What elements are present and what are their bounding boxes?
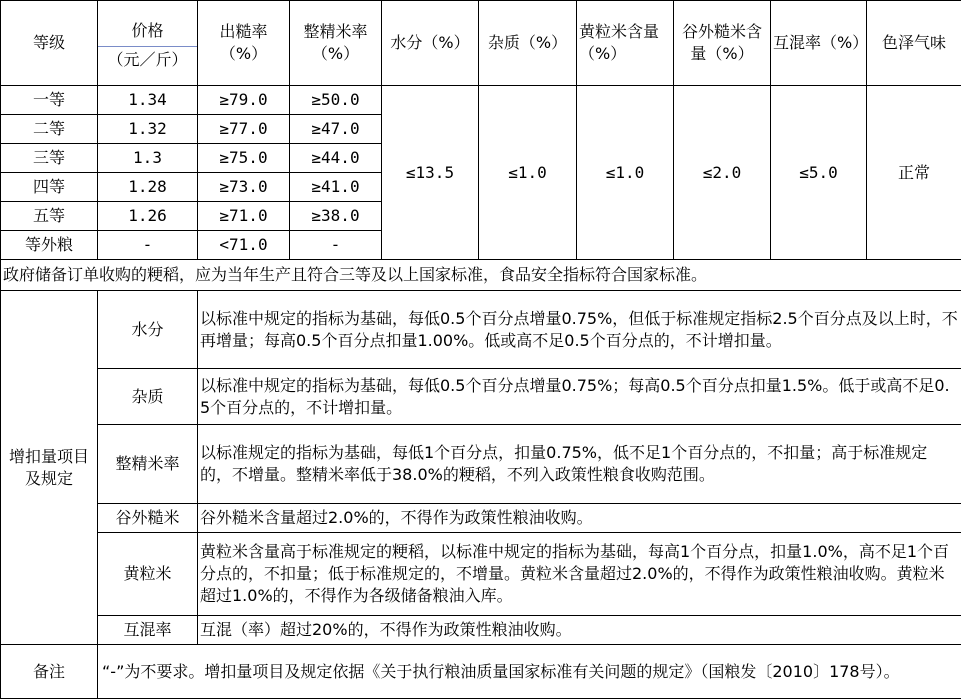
adjust-item-text: 互混（率）超过20%的，不得作为政策性粮油收购。 <box>198 616 961 645</box>
shared-moisture: ≤13.5 <box>382 86 479 260</box>
grade-husked: ≥73.0 <box>198 173 290 202</box>
grade-head-rice: ≥47.0 <box>290 115 382 144</box>
grade-price: - <box>98 231 198 260</box>
header-price <box>98 1 198 86</box>
reserve-note-row <box>1 260 961 291</box>
remark-label: 备注 <box>1 645 98 699</box>
adjust-item-name: 水分 <box>98 291 198 369</box>
grade-head-rice: ≥38.0 <box>290 202 382 231</box>
adjust-item-text: 谷外糙米含量超过2.0%的，不得作为政策性粮油收购。 <box>198 504 961 533</box>
remark-text: “-”为不要求。增扣量项目及规定依据《关于执行粮油质量国家标准有关问题的规定》（国粮发〔2010〕178号）。 <box>98 645 961 699</box>
header-price-bottom: （元／斤） <box>98 47 197 71</box>
header-row <box>1 1 961 86</box>
grade-husked: ≥79.0 <box>198 86 290 115</box>
adjust-item-name: 杂质 <box>98 369 198 425</box>
grade-name: 一等 <box>1 86 98 115</box>
header-head-rice: 整精米率（%） <box>290 1 382 86</box>
grade-head-rice: - <box>290 231 382 260</box>
grade-price: 1.34 <box>98 86 198 115</box>
header-color: 色泽气味 <box>867 1 961 86</box>
grade-name: 等外粮 <box>1 231 98 260</box>
grade-head-rice: ≥50.0 <box>290 86 382 115</box>
adjust-item-text: 以标准中规定的指标为基础，每低0.5个百分点增量0.75%；每高0.5个百分点扣量1.5%。低于或高不足0.5个百分点的，不计增扣量。 <box>198 369 961 425</box>
adjust-row <box>1 533 961 616</box>
adjust-row <box>1 504 961 533</box>
grade-name: 三等 <box>1 144 98 173</box>
grade-husked: ≥77.0 <box>198 115 290 144</box>
grade-price: 1.32 <box>98 115 198 144</box>
adjust-item-name: 黄粒米 <box>98 533 198 616</box>
shared-mix: ≤5.0 <box>771 86 867 260</box>
header-grade: 等级 <box>1 1 98 86</box>
adjust-row <box>1 425 961 504</box>
grade-price: 1.28 <box>98 173 198 202</box>
header-price-top: 价格 <box>98 15 197 47</box>
header-moisture: 水分（%） <box>382 1 479 86</box>
grade-husked: <71.0 <box>198 231 290 260</box>
grade-name: 四等 <box>1 173 98 202</box>
header-yellow: 黄粒米含量（%） <box>577 1 674 86</box>
header-husked: 出糙率（%） <box>198 1 290 86</box>
adjust-item-text: 以标准中规定的指标为基础，每低0.5个百分点增量0.75%，但低于标准规定指标2.5个百分点及以上时，不再增量；每高0.5个百分点扣量1.00%。低或高不足0.5个百分点的，不计增扣量。 <box>198 291 961 369</box>
adjust-title: 增扣量项目及规定 <box>1 291 98 645</box>
adjust-item-name: 谷外糙米 <box>98 504 198 533</box>
adjust-row <box>1 369 961 425</box>
grade-husked: ≥75.0 <box>198 144 290 173</box>
adjust-item-name: 整精米率 <box>98 425 198 504</box>
adjust-item-text: 黄粒米含量高于标准规定的粳稻，以标准中规定的指标为基础，每高1个百分点，扣量1.0%，高不足1个百分点的，不扣量；低于标准规定的，不增量。黄粒米含量超过2.0%的，不得作为政策性粮油收购。黄粒米超过1.0%的，不得作为各级储备粮油入库。 <box>198 533 961 616</box>
header-impurity: 杂质（%） <box>479 1 577 86</box>
grade-head-rice: ≥41.0 <box>290 173 382 202</box>
grade-row <box>1 86 961 115</box>
header-husked-other: 谷外糙米含量（%） <box>674 1 771 86</box>
grade-price: 1.26 <box>98 202 198 231</box>
adjust-item-name: 互混率 <box>98 616 198 645</box>
adjust-row <box>1 291 961 369</box>
shared-color: 正常 <box>867 86 961 260</box>
grade-name: 二等 <box>1 115 98 144</box>
grade-husked: ≥71.0 <box>198 202 290 231</box>
header-mix: 互混率（%） <box>771 1 867 86</box>
grade-price: 1.3 <box>98 144 198 173</box>
remark-row <box>1 645 961 699</box>
adjust-row <box>1 616 961 645</box>
reserve-note: 政府储备订单收购的粳稻，应为当年生产且符合三等及以上国家标准，食品安全指标符合国家标准。 <box>1 260 961 291</box>
shared-yellow: ≤1.0 <box>577 86 674 260</box>
grade-head-rice: ≥44.0 <box>290 144 382 173</box>
shared-husked-other: ≤2.0 <box>674 86 771 260</box>
adjust-item-text: 以标准规定的指标为基础，每低1个百分点，扣量0.75%，低不足1个百分点的，不扣量；高于标准规定的，不增量。整精米率低于38.0%的粳稻，不列入政策性粮食收购范围。 <box>198 425 961 504</box>
grade-name: 五等 <box>1 202 98 231</box>
shared-impurity: ≤1.0 <box>479 86 577 260</box>
